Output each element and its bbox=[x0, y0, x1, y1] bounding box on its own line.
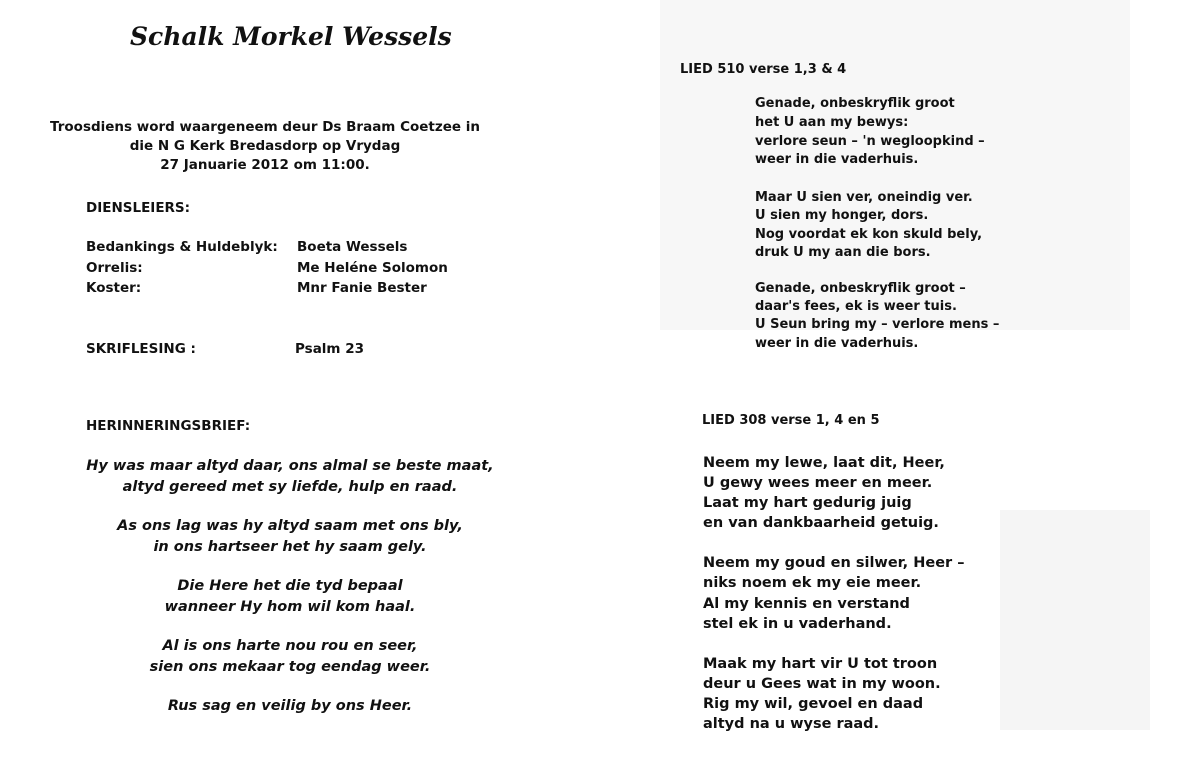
verse-line: Nog voordat ek kon skuld bely, bbox=[755, 227, 983, 242]
verse-line: Al my kennis en verstand bbox=[703, 596, 910, 612]
poem-line: altyd gereed met sy liefde, hulp en raad. bbox=[122, 479, 458, 495]
verse-line: Genade, onbeskryflik groot – bbox=[755, 281, 966, 296]
role-value: Boeta Wessels bbox=[297, 239, 408, 255]
poem-line: Hy was maar altyd daar, ons almal se beste maat, bbox=[86, 458, 494, 474]
verse-line: het U aan my bewys: bbox=[755, 115, 909, 130]
herinneringsbrief-heading: HERINNERINGSBRIEF: bbox=[86, 418, 251, 434]
verse-line: U sien my honger, dors. bbox=[755, 208, 929, 223]
lied510-heading: LIED 510 verse 1,3 & 4 bbox=[680, 62, 847, 77]
verse-line: weer in die vaderhuis. bbox=[755, 152, 919, 167]
intro-line-2: die N G Kerk Bredasdorp op Vrydag bbox=[129, 138, 401, 154]
verse-line: druk U my aan die bors. bbox=[755, 245, 931, 260]
verse-line: Genade, onbeskryflik groot bbox=[755, 96, 955, 111]
skriflesing-label: SKRIFLESING : bbox=[86, 341, 196, 357]
verse-line: daar's fees, ek is weer tuis. bbox=[755, 299, 957, 314]
role-value: Mnr Fanie Bester bbox=[297, 280, 427, 296]
verse-line: Neem my goud en silwer, Heer – bbox=[703, 555, 965, 571]
verse-line: stel ek in u vaderhand. bbox=[703, 616, 892, 632]
role-label: Koster: bbox=[86, 280, 142, 296]
verse-line: Laat my hart gedurig juig bbox=[703, 495, 912, 511]
poem-line: As ons lag was hy altyd saam met ons bly, bbox=[117, 518, 463, 534]
background-photo-bottom bbox=[1000, 510, 1150, 730]
poem-line: Al is ons harte nou rou en seer, bbox=[162, 638, 418, 654]
verse-line: Maak my hart vir U tot troon bbox=[703, 656, 938, 672]
lied308-heading: LIED 308 verse 1, 4 en 5 bbox=[702, 413, 880, 428]
intro-line-3: 27 Januarie 2012 om 11:00. bbox=[160, 157, 370, 173]
role-label: Orrelis: bbox=[86, 260, 143, 276]
role-label: Bedankings & Huldeblyk: bbox=[86, 239, 278, 255]
verse-line: altyd na u wyse raad. bbox=[703, 716, 880, 732]
poem-line: Die Here het die tyd bepaal bbox=[177, 578, 403, 594]
intro-line-1: Troosdiens word waargeneem deur Ds Braam Coetzee in bbox=[50, 119, 480, 135]
role-value: Me Heléne Solomon bbox=[297, 260, 448, 276]
verse-line: weer in die vaderhuis. bbox=[755, 336, 919, 351]
verse-line: deur u Gees wat in my woon. bbox=[703, 676, 941, 692]
verse-line: verlore seun – 'n wegloopkind – bbox=[755, 134, 985, 149]
verse-line: niks noem ek my eie meer. bbox=[703, 575, 922, 591]
page-title: Schalk Morkel Wessels bbox=[130, 22, 452, 51]
verse-line: U gewy wees meer en meer. bbox=[703, 475, 933, 491]
skriflesing-value: Psalm 23 bbox=[295, 341, 364, 357]
verse-line: Neem my lewe, laat dit, Heer, bbox=[703, 455, 945, 471]
verse-line: U Seun bring my – verlore mens – bbox=[755, 317, 1000, 332]
poem-line: Rus sag en veilig by ons Heer. bbox=[167, 698, 413, 714]
diensleiers-heading: DIENSLEIERS: bbox=[86, 200, 191, 216]
poem-line: wanneer Hy hom wil kom haal. bbox=[164, 599, 416, 615]
poem-line: sien ons mekaar tog eendag weer. bbox=[149, 659, 431, 675]
verse-line: en van dankbaarheid getuig. bbox=[703, 515, 939, 531]
poem-line: in ons hartseer het hy saam gely. bbox=[153, 539, 427, 555]
verse-line: Rig my wil, gevoel en daad bbox=[703, 696, 924, 712]
verse-line: Maar U sien ver, oneindig ver. bbox=[755, 190, 973, 205]
